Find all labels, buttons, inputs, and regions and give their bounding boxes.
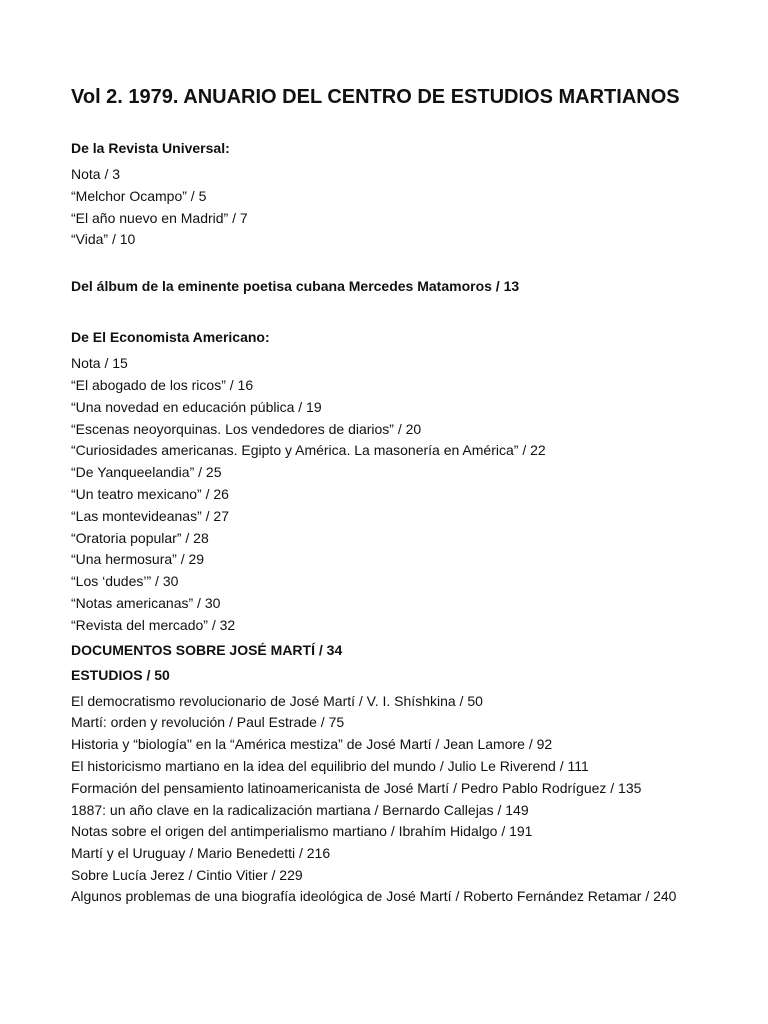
list-item: 1887: un año clave en la radicalización martiana / Bernardo Callejas / 149 bbox=[71, 801, 529, 818]
list-item: “Notas americanas” / 30 bbox=[71, 594, 221, 611]
list-item: Martí y el Uruguay / Mario Benedetti / 216 bbox=[71, 845, 331, 862]
list-item: Martí: orden y revolución / Paul Estrade / 75 bbox=[71, 714, 345, 731]
list-item: Notas sobre el origen del antimperialismo martiano / Ibrahím Hidalgo / 191 bbox=[71, 823, 533, 840]
list-item: “El abogado de los ricos” / 16 bbox=[71, 376, 254, 393]
list-item: El democratismo revolucionario de José Martí / V. I. Shíshkina / 50 bbox=[71, 692, 483, 709]
list-item: “Los ‘dudes’” / 30 bbox=[71, 573, 179, 590]
list-item: “El año nuevo en Madrid” / 7 bbox=[71, 209, 248, 226]
list-item: Algunos problemas de una biografía ideológica de José Martí / Roberto Fernández Retamar / 240 bbox=[71, 887, 677, 904]
section-estudios bbox=[71, 665, 711, 905]
list-item: Sobre Lucía Jerez / Cintio Vitier / 229 bbox=[71, 866, 303, 883]
section-heading: De la Revista Universal: bbox=[71, 140, 230, 156]
list-item: Formación del pensamiento latinoamericanista de José Martí / Pedro Pablo Rodríguez / 135 bbox=[71, 779, 642, 796]
list-item: “Revista del mercado” / 32 bbox=[71, 616, 236, 633]
list-item: “Vida” / 10 bbox=[71, 231, 136, 248]
list-item: El historicismo martiano en la idea del equilibrio del mundo / Julio Le Riverend / 111 bbox=[71, 757, 589, 774]
section-revista-universal bbox=[71, 138, 711, 251]
section-heading: De El Economista Americano: bbox=[71, 329, 270, 346]
section-heading: DOCUMENTOS SOBRE JOSÉ MARTÍ / 34 bbox=[71, 641, 343, 658]
list-item: “De Yanqueelandia” / 25 bbox=[71, 464, 222, 481]
section-heading: Del álbum de la eminente poetisa cubana Mercedes Matamoros / 13 bbox=[71, 278, 520, 295]
list-item: “Las montevideanas” / 27 bbox=[71, 507, 229, 524]
section-documentos bbox=[71, 640, 711, 660]
list-item: “Melchor Ocampo” / 5 bbox=[71, 187, 207, 204]
document-page bbox=[71, 84, 711, 905]
section-album bbox=[71, 276, 711, 296]
list-item: “Un teatro mexicano” / 26 bbox=[71, 485, 229, 502]
list-item: “Oratoria popular” / 28 bbox=[71, 529, 209, 546]
list-item: Nota / 15 bbox=[71, 355, 128, 372]
list-item: Historia y “biología" en la “América mestiza” de José Martí / Jean Lamore / 92 bbox=[71, 736, 553, 753]
page-title: Vol 2. 1979. ANUARIO DEL CENTRO DE ESTUDIOS MARTIANOS bbox=[71, 86, 680, 108]
list-item: “Una novedad en educación pública / 19 bbox=[71, 398, 322, 415]
list-item: “Escenas neoyorquinas. Los vendedores de diarios” / 20 bbox=[71, 420, 422, 437]
section-heading: ESTUDIOS / 50 bbox=[71, 666, 170, 683]
section-economista-americano bbox=[71, 327, 711, 636]
list-item: Nota / 3 bbox=[71, 166, 121, 182]
list-item: “Curiosidades americanas. Egipto y América. La masonería en América” / 22 bbox=[71, 442, 546, 459]
list-item: “Una hermosura” / 29 bbox=[71, 551, 205, 568]
